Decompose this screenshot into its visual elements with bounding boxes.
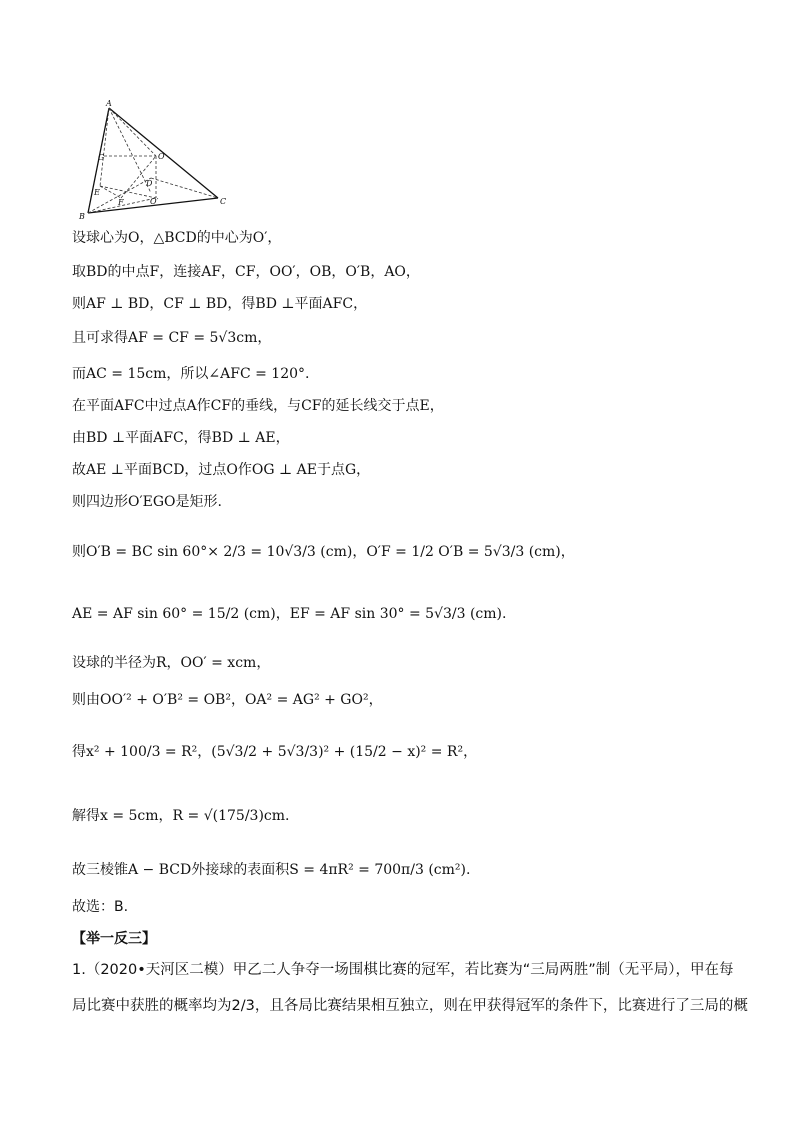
solution-line-9: 则四边形O′EGO是矩形. [72, 494, 222, 510]
label-b: B [79, 212, 85, 220]
equation-ae-ef: AE = AF sin 60° = 15/2 (cm)，EF = AF sin 30° = 5√3/3 (cm). [72, 606, 507, 622]
label-f: F [118, 198, 124, 207]
solution-line-6: 在平面AFC中过点A作CF的垂线，与CF的延长线交于点E， [72, 398, 444, 414]
label-c: C [220, 197, 227, 206]
solution-line-8: 故AE ⊥平面BCD，过点O作OG ⊥ AE于点G， [72, 462, 371, 478]
solution-values: 解得x = 5cm，R = √(175/3)cm. [72, 808, 290, 824]
tetrahedron-figure [76, 98, 236, 220]
solution-line-2: 取BD的中点F，连接AF，CF，OO′，OB，O′B，AO， [72, 264, 420, 280]
radius-definition: 设球的半径为R，OO′ = xcm， [72, 655, 271, 671]
equation-ob-of: 则O′B = BC sin 60°× 2/3 = 10√3/3 (cm)，O′F = 1/2 O′B = 5√3/3 (cm)， [72, 544, 575, 560]
problem-line-1: 1.（2020•天河区二模）甲乙二人争夺一场围棋比赛的冠军，若比赛为“三局两胜”制（无平局），甲在每 [72, 962, 734, 978]
solution-line-5: 而AC = 15cm，所以∠AFC = 120°. [72, 366, 310, 382]
label-o-prime: O′ [150, 197, 159, 206]
label-d: D [146, 179, 153, 188]
equation-system: 得x² + 100/3 = R²，(5√3/2 + 5√3/3)² + (15/2 − x)² = R²， [72, 744, 478, 760]
surface-area-result: 故三棱锥A − BCD外接球的表面积S = 4πR² = 700π/3 (cm²). [72, 862, 471, 878]
label-o: O [158, 152, 165, 161]
section-heading: 【举一反三】 [72, 931, 156, 947]
label-e: E [94, 188, 100, 197]
answer-choice: 故选：B. [72, 899, 129, 915]
pythagorean-relations: 则由OO′² + O′B² = OB²，OA² = AG² + GO²， [72, 692, 383, 708]
label-g: G [98, 153, 105, 162]
problem-line-2: 局比赛中获胜的概率均为2/3，且各局比赛结果相互独立，则在甲获得冠军的条件下，比赛进行了三局的概 [72, 998, 748, 1014]
solution-line-7: 由BD ⊥平面AFC，得BD ⊥ AE， [72, 430, 290, 446]
label-a: A [106, 99, 112, 108]
solution-line-3: 则AF ⊥ BD，CF ⊥ BD，得BD ⊥平面AFC， [72, 296, 368, 312]
solution-line-1: 设球心为O，△BCD的中心为O′， [72, 230, 282, 246]
solution-line-4: 且可求得AF = CF = 5√3cm， [72, 330, 272, 346]
